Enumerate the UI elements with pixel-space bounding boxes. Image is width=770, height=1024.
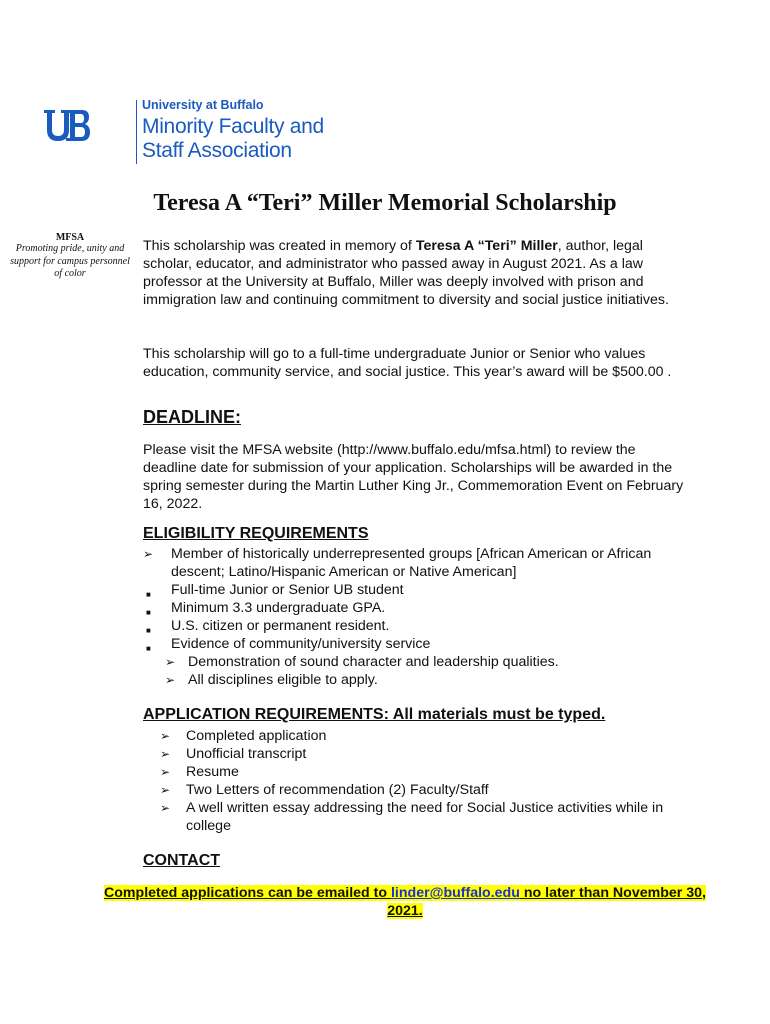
contact-text-before: Completed applications can be emailed to [104,885,391,901]
list-item [160,781,690,799]
list-item [143,635,683,653]
list-item-text: U.S. citizen or permanent resident. [171,618,390,634]
list-item-text: Full-time Junior or Senior UB student [171,582,404,598]
logo-divider [136,100,137,164]
list-item-text: Two Letters of recommendation (2) Faculty/Staff [186,782,489,798]
contact-text-after: no later than November 30, 2021. [387,885,706,919]
list-item-text: A well written essay addressing the need for Social Justice activities while in college [186,800,664,834]
intro-text-after: , author, legal scholar, educator, and administrator who passed away in August 2021. As a law professor at the University at Buffalo, Miller was deeply involved with prison and immigration law and continuing commitment to diversity and social justice initiatives. [143,238,669,308]
sidebar-tagline: Promoting pride, unity and support for campus personnel of color [10,243,130,279]
list-item [143,671,683,689]
list-item [143,599,683,617]
list-item [160,763,690,781]
arrow-bullet-icon: ➢ [160,783,171,797]
intro-paragraph-2: This scholarship will go to a full-time undergraduate Junior or Senior who values education, community service, and social justice. This year’s award will be $500.00 . [143,346,672,380]
square-bullet-icon: ■ [146,644,151,653]
ub-logo-icon [44,110,90,144]
sidebar [10,232,130,281]
square-bullet-icon: ■ [146,626,151,635]
deadline-text: Please visit the MFSA website (http://www.buffalo.edu/mfsa.html) to review the deadline date for submission of your application. Scholarships will be awarded in the spring semester during the Martin Luther King Jr., Commemoration Event on February 16, 2022. [143,442,684,512]
list-item-text: All disciplines eligible to apply. [188,672,378,688]
list-item-text: Evidence of community/university service [171,636,431,652]
arrow-bullet-icon: ➢ [160,729,171,743]
arrow-bullet-icon: ➢ [160,765,171,779]
arrow-bullet-icon: ➢ [143,547,154,561]
deadline-heading: DEADLINE: [143,407,241,427]
list-item [143,617,683,635]
list-item-text: Completed application [186,728,327,744]
contact-heading: CONTACT [143,852,221,869]
square-bullet-icon: ■ [146,590,151,599]
arrow-bullet-icon: ➢ [160,801,171,815]
university-name: University at Buffalo [142,98,264,112]
intro-text-before: This scholarship was created in memory of [143,238,416,254]
list-item [143,581,683,599]
honoree-name: Teresa A “Teri” Miller [415,238,558,254]
list-item [143,653,683,671]
intro-paragraph-1 [143,237,688,309]
page-title: Teresa A “Teri” Miller Memorial Scholarship [153,190,617,216]
list-item-text: Minimum 3.3 undergraduate GPA. [171,600,386,616]
org-name-line2: Staff Association [142,139,292,162]
list-item-text: Unofficial transcript [186,746,307,762]
list-item-text: Resume [186,764,239,780]
arrow-bullet-icon: ➢ [165,673,176,687]
list-item-text: Member of historically underrepresented groups [African American or African descent; Latino/Hispanic American or Native American] [171,546,652,580]
arrow-bullet-icon: ➢ [160,747,171,761]
list-item [160,727,690,745]
eligibility-heading: ELIGIBILITY REQUIREMENTS [143,525,369,542]
org-name-line1: Minority Faculty and [142,115,324,138]
arrow-bullet-icon: ➢ [165,655,176,669]
sidebar-heading: MFSA [55,232,85,243]
list-item [160,745,690,763]
list-item [160,799,690,835]
list-item [143,545,683,581]
contact-email-link[interactable]: linder@buffalo.edu [390,885,520,901]
square-bullet-icon: ■ [146,608,151,617]
contact-text [100,884,710,920]
application-list [160,727,690,835]
ub-mfsa-logo [44,98,344,166]
list-item-text: Demonstration of sound character and leadership qualities. [188,654,559,670]
application-heading: APPLICATION REQUIREMENTS: All materials must be typed. [143,706,606,723]
eligibility-list [143,545,683,689]
